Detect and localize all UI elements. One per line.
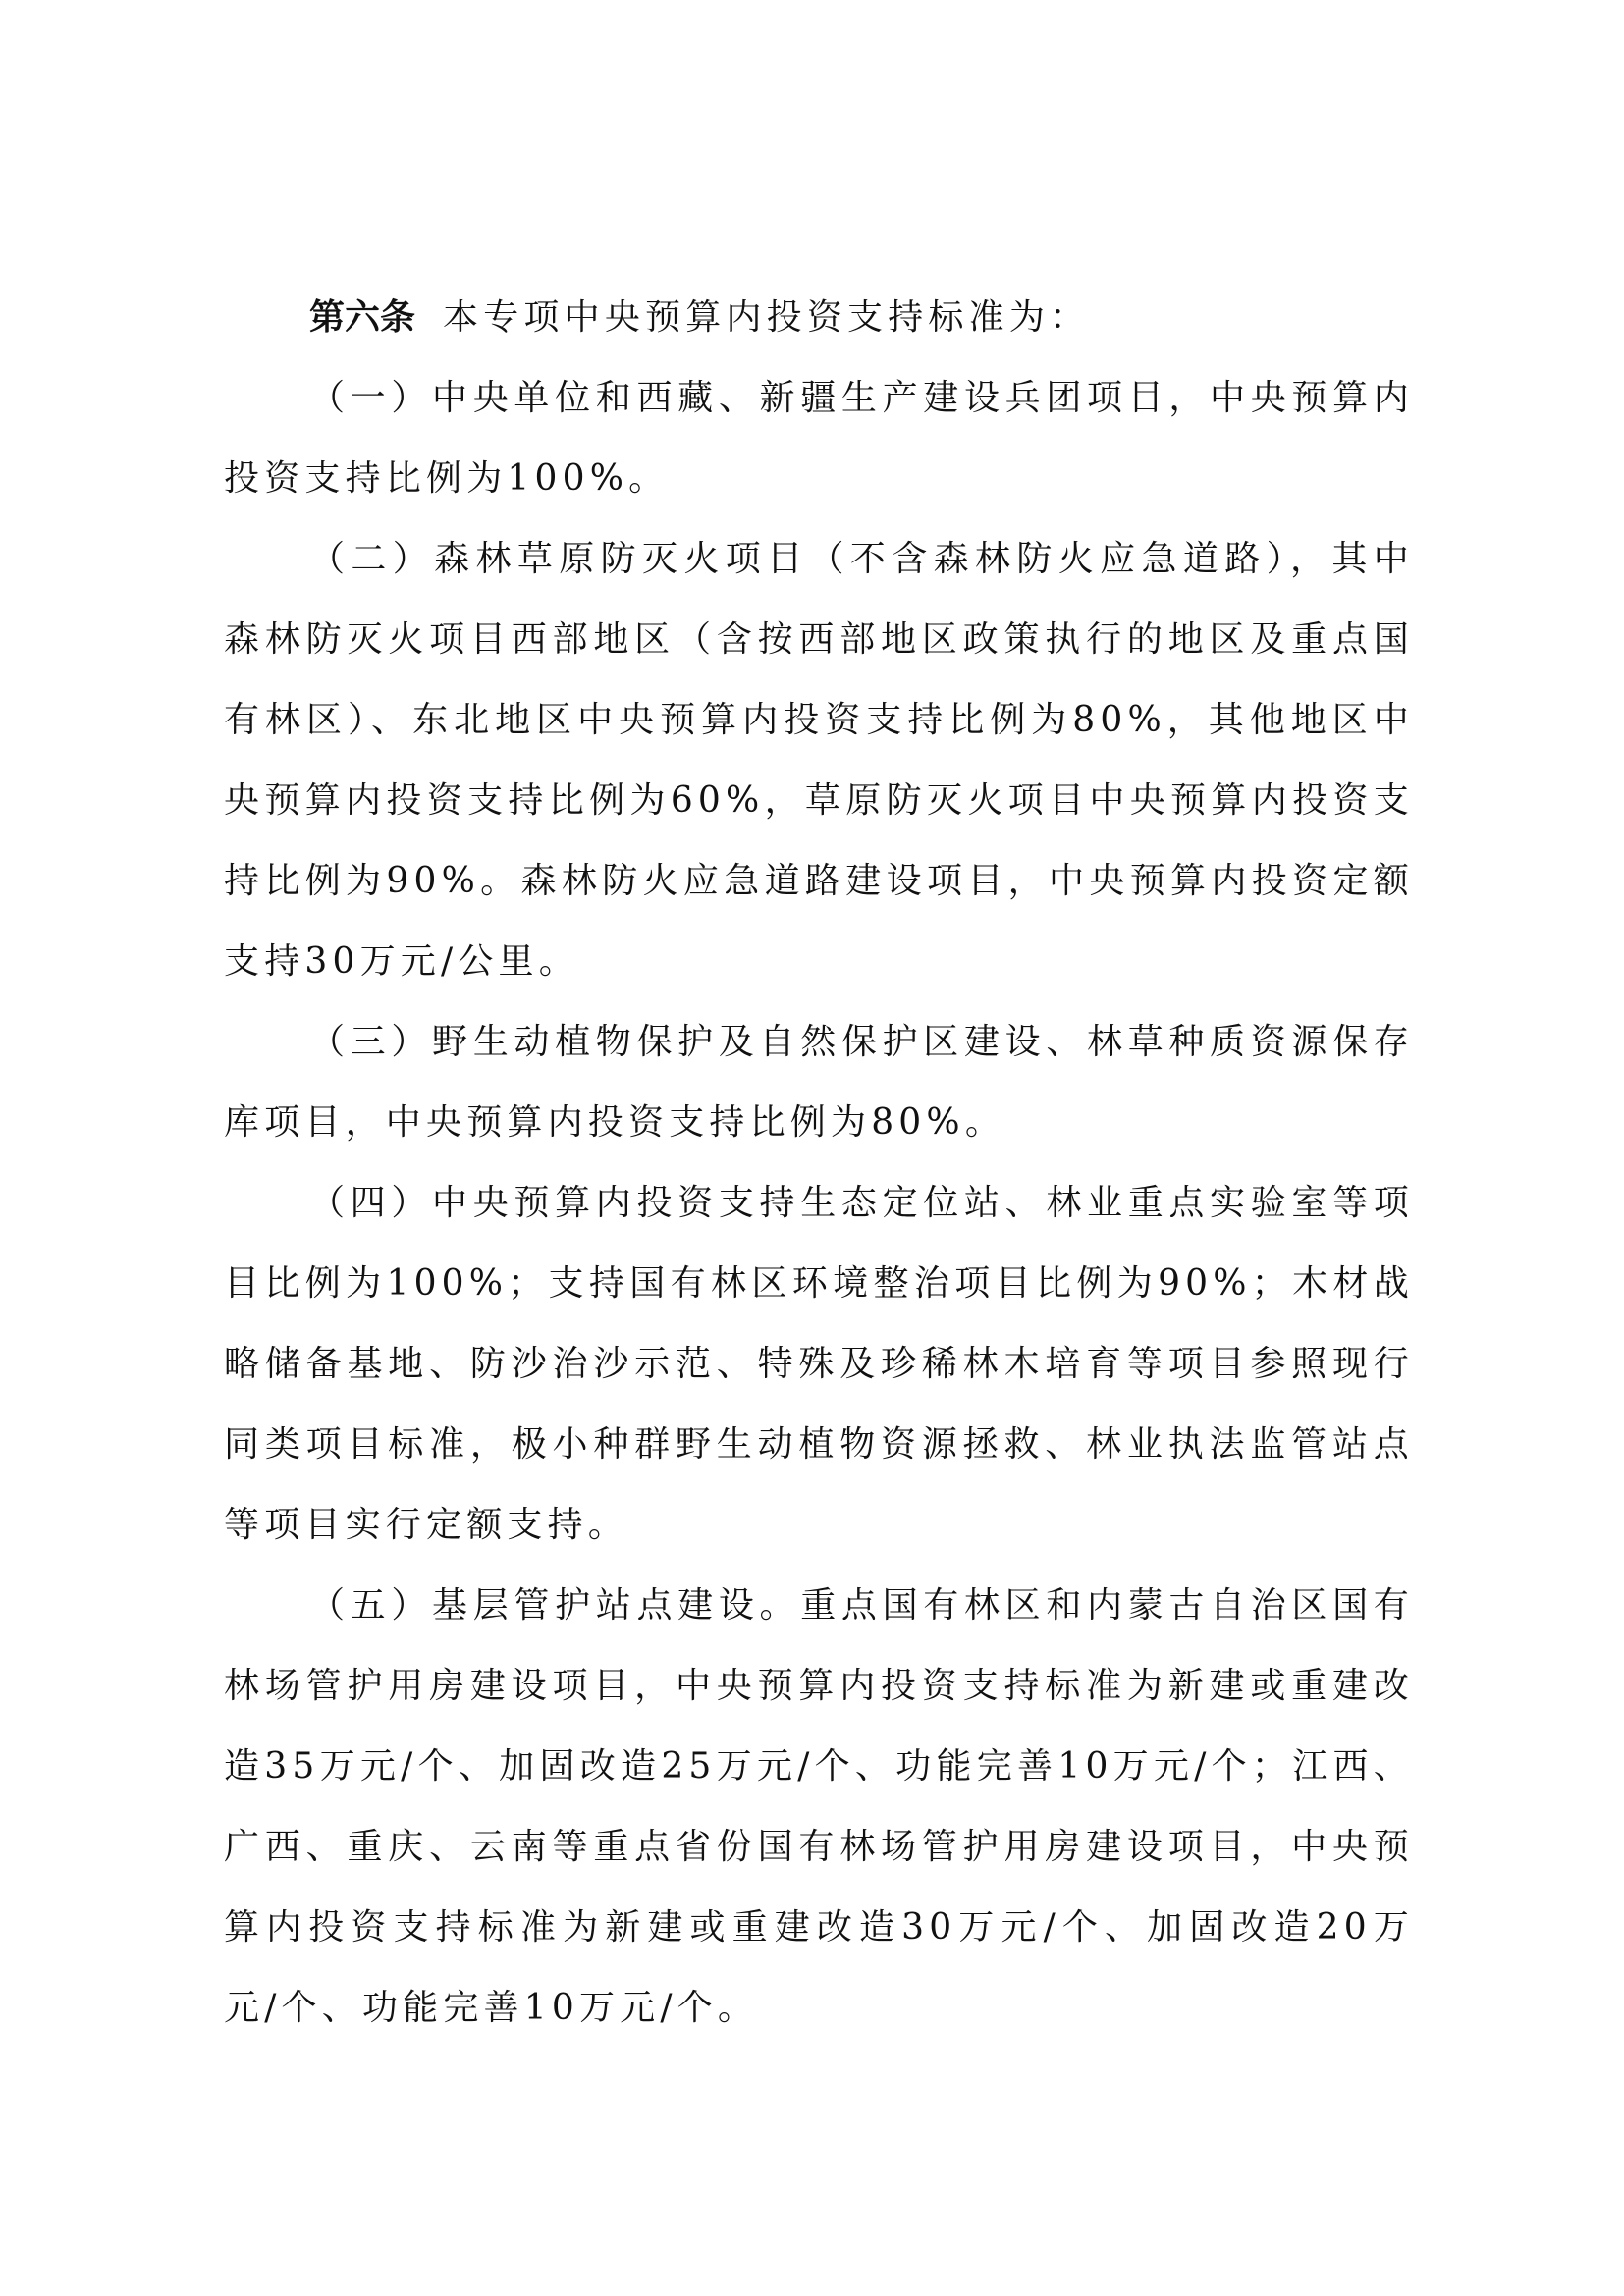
item-paragraph-2: （二）森林草原防灭火项目（不含森林防火应急道路），其中森林防灭火项目西部地区（含按西部地区政策执行的地区及重点国有林区）、东北地区中央预算内投资支持比例为80%，其他地区中央预算内投资支持比例为60%，草原防灭火项目中央预算内投资支持比例为90%。森林防火应急道路建设项目，中央预算内投资定额支持30万元/公里。 [224, 539, 1414, 982]
article-heading: 第六条 [309, 297, 416, 338]
item-paragraph-5: （五）基层管护站点建设。重点国有林区和内蒙古自治区国有林场管护用房建设项目，中央预算内投资支持标准为新建或重建改造35万元/个、加固改造25万元/个、功能完善10万元/个；江西、广西、重庆、云南等重点省份国有林场管护用房建设项目，中央预算内投资支持标准为新建或重建改造30万元/个、加固改造20万元/个、功能完善10万元/个。 [224, 1585, 1414, 2028]
document-page [224, 278, 1414, 2049]
article-intro-paragraph [224, 278, 1414, 358]
item-paragraph-1: （一）中央单位和西藏、新疆生产建设兵团项目，中央预算内投资支持比例为100%。 [224, 378, 1414, 499]
item-paragraph-3: （三）野生动植物保护及自然保护区建设、林草种质资源保存库项目，中央预算内投资支持比例为80%。 [224, 1022, 1414, 1143]
article-intro: 本专项中央预算内投资支持标准为： [443, 297, 1091, 338]
item-paragraph-4: （四）中央预算内投资支持生态定位站、林业重点实验室等项目比例为100%；支持国有林区环境整治项目比例为90%；木材战略储备基地、防沙治沙示范、特殊及珍稀林木培育等项目参照现行同类项目标准，极小种群野生动植物资源拯救、林业执法监管站点等项目实行定额支持。 [224, 1183, 1414, 1545]
